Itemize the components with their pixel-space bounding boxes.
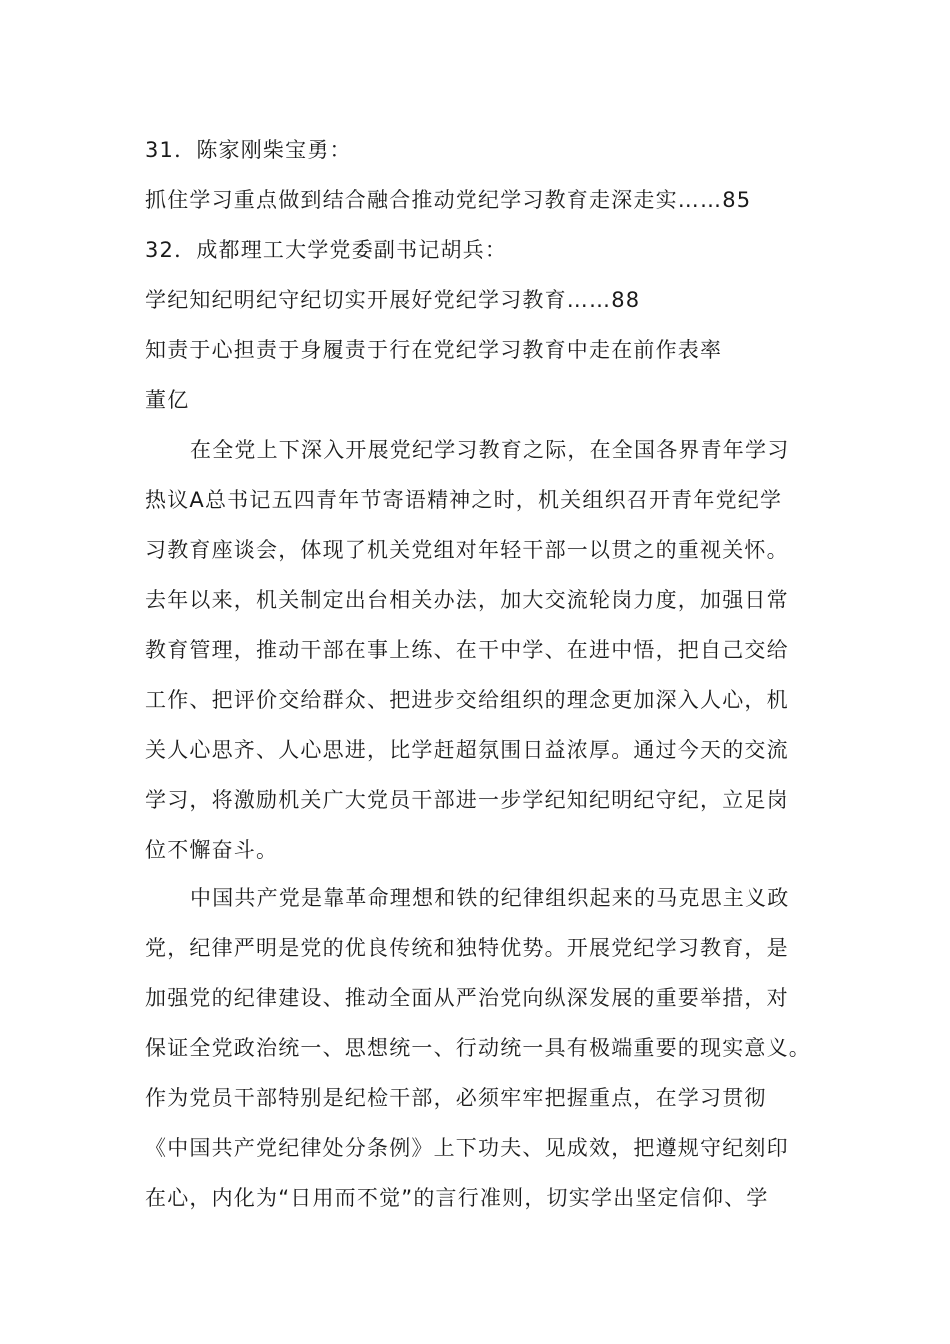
body-line: 关人心思齐、人心思进，比学赶超氛围日益浓厚。通过今天的交流 (145, 738, 789, 762)
article-author: 董亿 (145, 388, 190, 412)
body-line: 位不懈奋斗。 (145, 838, 279, 862)
body-line: 《中国共产党纪律处分条例》上下功夫、见成效，把遵规守纪刻印 (145, 1136, 789, 1160)
toc-entry-31-heading: 31．陈家刚柴宝勇： (145, 138, 352, 162)
body-line: 学习，将激励机关广大党员干部进一步学纪知纪明纪守纪，立足岗 (145, 788, 789, 812)
article-title: 知责于心担责于身履责于行在党纪学习教育中走在前作表率 (145, 338, 723, 362)
body-line: 工作、把评价交给群众、把进步交给组织的理念更加深入人心，机 (145, 688, 789, 712)
body-line: 作为党员干部特别是纪检干部，必须牢牢把握重点，在学习贯彻 (145, 1086, 767, 1110)
toc-entry-31-title: 抓住学习重点做到结合融合推动党纪学习教育走深走实……85 (145, 188, 752, 212)
body-line: 教育管理，推动干部在事上练、在干中学、在进中悟，把自己交给 (145, 638, 789, 662)
body-line: 加强党的纪律建设、推动全面从严治党向纵深发展的重要举措，对 (145, 986, 789, 1010)
body-line: 习教育座谈会，体现了机关党组对年轻干部一以贯之的重视关怀。 (145, 538, 789, 562)
body-line: 保证全党政治统一、思想统一、行动统一具有极端重要的现实意义。 (145, 1036, 811, 1060)
body-line: 热议A总书记五四青年节寄语精神之时，机关组织召开青年党纪学 (145, 488, 783, 512)
body-line: 在心，内化为“日用而不觉”的言行准则，切实学出坚定信仰、学 (145, 1186, 769, 1210)
body-line: 去年以来，机关制定出台相关办法，加大交流轮岗力度，加强日常 (145, 588, 789, 612)
body-line: 在全党上下深入开展党纪学习教育之际，在全国各界青年学习 (190, 438, 790, 462)
body-line: 中国共产党是靠革命理想和铁的纪律组织起来的马克思主义政 (190, 886, 790, 910)
toc-entry-32-heading: 32．成都理工大学党委副书记胡兵： (145, 238, 508, 262)
toc-entry-32-title: 学纪知纪明纪守纪切实开展好党纪学习教育……88 (145, 288, 641, 312)
body-line: 党，纪律严明是党的优良传统和独特优势。开展党纪学习教育，是 (145, 936, 789, 960)
